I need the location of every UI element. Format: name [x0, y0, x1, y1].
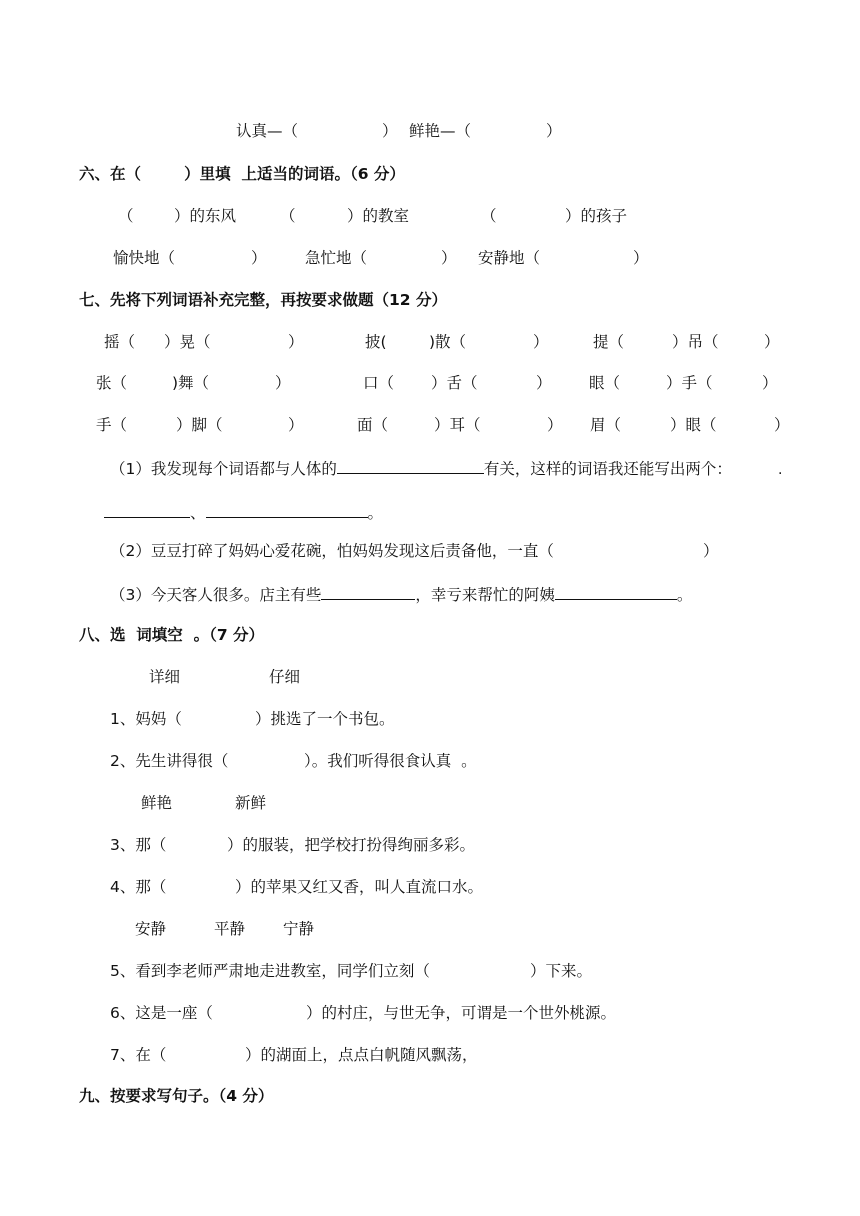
top-line-b-close: ）: [546, 122, 562, 140]
s7-r1-e: )散（: [429, 333, 467, 351]
s6-r2-c5: 安静地（: [478, 249, 541, 267]
s7-r3-h: ）眼（: [670, 416, 717, 434]
s8-s5-a: 5、看到李老师严肃地走进教室，同学们立刻（: [110, 962, 430, 980]
s7-r2-a: 张（: [96, 374, 128, 392]
s7-r3-b: ）脚（: [176, 416, 223, 434]
s7-q1-sep: 、: [190, 504, 206, 522]
s8-s7-b: ）的湖面上，点点白帆随风飘荡，: [245, 1046, 478, 1064]
s8-s1-a: 1、妈妈（: [110, 710, 182, 728]
s7-q2-text-b: ）: [703, 542, 719, 560]
s7-r1-i: ）: [764, 333, 780, 351]
top-line-a-close: ）: [382, 122, 398, 140]
s8-s2-b: ）。我们听得很食认真 。: [304, 752, 477, 770]
s7-r2-f: ）: [536, 374, 552, 392]
section-6-heading: 六、在（ ）里填 上适当的词语。（6 分）: [79, 165, 405, 183]
word-choice: 安静: [135, 920, 167, 938]
word-choice: 新鲜: [235, 794, 267, 812]
s7-r3-a: 手（: [96, 416, 128, 434]
s7-r3-f: ）: [547, 416, 563, 434]
s7-q3-line: [110, 584, 692, 605]
s8-s5-b: ）下来。: [530, 962, 593, 980]
answer-blank[interactable]: [555, 584, 677, 600]
s6-r1-c6: ）的孩子: [565, 207, 628, 225]
s7-r3-i: ）: [774, 416, 790, 434]
s7-r2-e: ）舌（: [431, 374, 478, 392]
word-choice: 宁静: [283, 920, 315, 938]
s7-q1-text-a: （1）我发现每个词语都与人体的: [110, 460, 337, 478]
s7-r1-g: 提（: [593, 333, 625, 351]
s8-s4-a: 4、那（: [110, 878, 167, 896]
s7-r1-d: 披(: [365, 333, 387, 351]
s7-r1-b: ）晃（: [164, 333, 211, 351]
s7-r3-e: ）耳（: [434, 416, 481, 434]
s8-s7-a: 7、在（: [110, 1046, 167, 1064]
s7-r3-d: 面（: [357, 416, 389, 434]
s8-s1-b: ）挑选了一个书包。: [255, 710, 395, 728]
word-choice: 详细: [149, 668, 181, 686]
s7-q3-text-c: 。: [676, 586, 693, 604]
word-choice: 仔细: [269, 668, 301, 686]
answer-blank[interactable]: [104, 502, 190, 518]
s7-q1-end: 。: [367, 504, 384, 522]
s6-r2-c2: ）: [251, 249, 267, 267]
s7-q3-text-a: （3）今天客人很多。店主有些: [110, 586, 322, 604]
s6-r1-c4: ）的教室: [347, 207, 410, 225]
s7-r1-a: 摇（: [104, 333, 136, 351]
answer-blank[interactable]: [206, 502, 368, 518]
s8-s2-a: 2、先生讲得很（: [110, 752, 229, 770]
top-line-a-open: 认真—（: [236, 122, 299, 140]
s6-r1-c5: （: [481, 207, 497, 225]
s7-q3-text-b: ，幸亏来帮忙的阿姨: [415, 586, 555, 604]
s6-r2-c3: 急忙地（: [305, 249, 368, 267]
s7-r2-g: 眼（: [589, 374, 621, 392]
s7-r2-c: ）: [275, 374, 291, 392]
s8-s3-b: ）的服装，把学校打扮得绚丽多彩。: [227, 836, 476, 854]
s8-s4-b: ）的苹果又红又香，叫人直流口水。: [235, 878, 484, 896]
s7-r2-h: ）手（: [666, 374, 713, 392]
s6-r2-c4: ）: [441, 249, 457, 267]
s7-r2-i: ）: [762, 374, 778, 392]
s7-r1-f: ）: [533, 333, 549, 351]
s7-q2-text-a: （2）豆豆打碎了妈妈心爱花碗，怕妈妈发现这后责备他，一直（: [110, 542, 554, 560]
s7-r1-c: ）: [288, 333, 304, 351]
s7-q1-text-b: 有关，这样的词语我还能写出两个：: [483, 460, 732, 478]
top-line-b-open: 鲜艳—（: [409, 122, 472, 140]
section-8-heading: 八、选 词填空 。（7 分）: [79, 626, 265, 644]
s7-r2-b: )舞（: [172, 374, 210, 392]
s7-q1-line1: [110, 458, 732, 479]
s6-r1-c3: （: [280, 207, 296, 225]
s8-s6-b: ）的村庄，与世无争，可谓是一个世外桃源。: [306, 1004, 617, 1022]
s7-r3-c: ）: [288, 416, 304, 434]
word-choice: 鲜艳: [141, 794, 173, 812]
s6-r2-c6: ）: [633, 249, 649, 267]
section-9-heading: 九、按要求写句子。（4 分）: [79, 1087, 274, 1105]
section-7-heading: 七、先将下列词语补充完整，再按要求做题（12 分）: [79, 291, 447, 309]
s6-r1-c1: （: [118, 207, 134, 225]
s6-r1-c2: ）的东风: [174, 207, 237, 225]
s8-s3-a: 3、那（: [110, 836, 167, 854]
s7-r1-h: ）吊（: [672, 333, 719, 351]
s6-r2-c1: 愉快地（: [113, 249, 176, 267]
word-choice: 平静: [214, 920, 246, 938]
s7-q1-line2: [104, 502, 383, 523]
s7-r3-g: 眉（: [590, 416, 622, 434]
s8-s6-a: 6、这是一座（: [110, 1004, 213, 1022]
stray-dot: .: [778, 462, 783, 478]
s7-r2-d: 口（: [363, 374, 395, 392]
answer-blank[interactable]: [337, 458, 484, 474]
answer-blank[interactable]: [321, 584, 415, 600]
